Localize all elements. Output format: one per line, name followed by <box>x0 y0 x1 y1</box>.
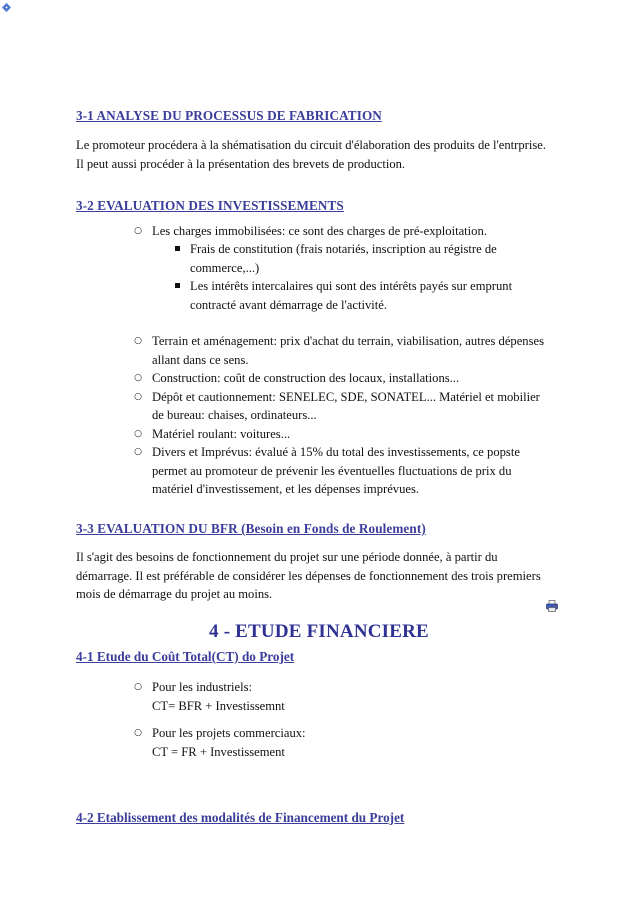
circle-bullet-icon: ○ <box>134 728 142 738</box>
list-item-line: CT= BFR + Investissemnt <box>152 698 285 713</box>
list-item-line: Divers et Imprévus: évalué à 15% du total des investissements, ce popste <box>152 445 520 459</box>
list-item-line: matériel d'investissement, et les dépenses imprévues. <box>152 482 420 496</box>
list-item-line: Matériel roulant: voitures... <box>152 426 291 441</box>
list-item-line: Dépôt et cautionnement: SENELEC, SDE, SONATEL... Matériel et mobilier <box>152 389 540 404</box>
cost-list <box>134 678 306 761</box>
list-item-line: commerce,...) <box>190 260 260 275</box>
list-item <box>134 369 544 388</box>
sublist-item <box>190 277 512 314</box>
list-item-line: Terrain et aménagement: prix d'achat du terrain, viabilisation, autres dépenses <box>152 334 544 348</box>
list-item <box>134 222 487 241</box>
paragraph-line: Il peut aussi procéder à la présentation des brevets de production. <box>76 156 406 171</box>
gear-flower-icon <box>2 3 11 12</box>
section-3-1-heading: 3-1 ANALYSE DU PROCESSUS DE FABRICATION <box>76 108 382 123</box>
section-3-3-paragraph <box>76 548 576 604</box>
paragraph-line: Le promoteur procédera à la shématisation du circuit d'élaboration des produits de l'entrprise. <box>76 138 546 152</box>
paragraph-line: Il s'agit des besoins de fonctionnement du projet sur une période donnée, à partir du <box>76 550 498 564</box>
investments-sublist <box>190 240 512 314</box>
square-bullet-icon <box>175 246 180 251</box>
list-item-line: Pour les projets commerciaux: <box>152 726 306 740</box>
section-3-2-heading: 3-2 EVALUATION DES INVESTISSEMENTS <box>76 198 344 213</box>
list-item <box>134 332 544 369</box>
circle-bullet-icon: ○ <box>134 336 142 346</box>
paragraph-line: démarrage. Il est préférable de considérer les dépenses de fonctionnement des trois premiers <box>76 568 541 583</box>
investments-list-1 <box>134 222 487 241</box>
circle-bullet-icon: ○ <box>134 226 142 236</box>
paragraph-line: mois de démarrage du projet au moins. <box>76 587 273 601</box>
list-item-line: contracté avant démarrage de l'activité. <box>190 297 388 312</box>
list-item <box>134 724 306 761</box>
circle-bullet-icon: ○ <box>134 447 142 457</box>
list-item <box>134 443 544 499</box>
section-4-2-heading: 4-2 Etablissement des modalités de Financement du Projet <box>76 810 405 825</box>
list-item <box>134 425 544 444</box>
section-3-3-heading: 3-3 EVALUATION DU BFR (Besoin en Fonds de Roulement) <box>76 521 426 536</box>
investments-list-2 <box>134 332 544 499</box>
circle-bullet-icon: ○ <box>134 373 142 383</box>
list-item-line: Construction: coût de construction des locaux, installations... <box>152 371 460 385</box>
list-item-line: allant dans ce sens. <box>152 352 249 367</box>
section-4-heading: 4 - ETUDE FINANCIERE <box>209 621 429 642</box>
list-item <box>134 678 306 715</box>
circle-bullet-icon: ○ <box>134 391 142 402</box>
list-item <box>134 388 544 425</box>
list-item-line: permet au promoteur de prévenir les éventuelles fluctuations de prix du <box>152 463 512 478</box>
list-item-line: CT = FR + Investissement <box>152 744 285 759</box>
list-item-line: de bureau: chaises, ordinateurs... <box>152 408 317 422</box>
sublist-item <box>190 240 512 277</box>
circle-bullet-icon: ○ <box>134 428 142 439</box>
square-bullet-icon <box>175 283 180 288</box>
section-3-1-paragraph <box>76 136 576 173</box>
list-item-line: Les intérêts intercalaires qui sont des intérêts payés sur emprunt <box>190 279 513 293</box>
printer-icon <box>546 600 558 612</box>
list-item-line: Pour les industriels: <box>152 680 253 694</box>
circle-bullet-icon: ○ <box>134 682 142 692</box>
section-4-1-heading: 4-1 Etude du Coût Total(CT) do Projet <box>76 649 295 664</box>
list-item-line: Les charges immobilisées: ce sont des charges de pré-exploitation. <box>152 224 487 238</box>
list-item-line: Frais de constitution (frais notariés, inscription au régistre de <box>190 242 497 256</box>
